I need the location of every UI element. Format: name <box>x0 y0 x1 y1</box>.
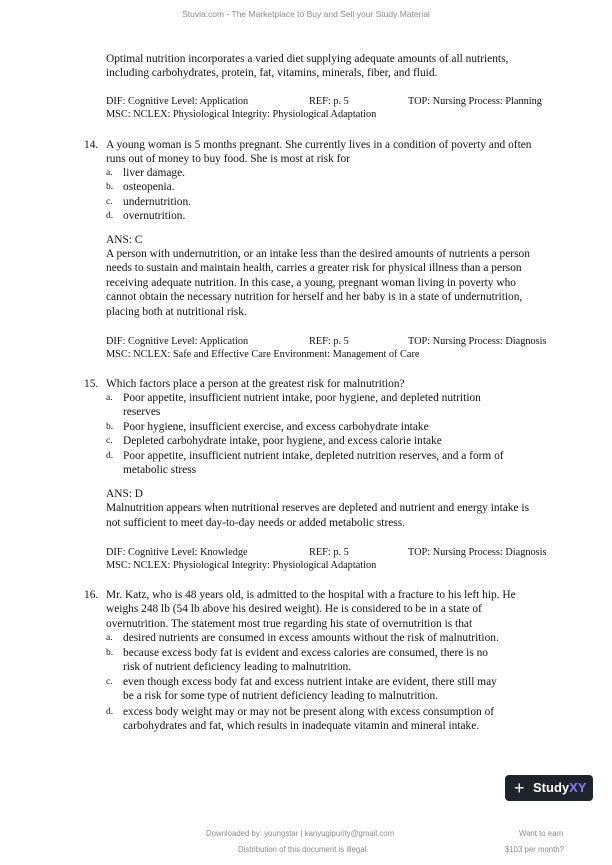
footer-per-month[interactable]: $103 per month? <box>505 845 564 854</box>
q14-meta-msc: MSC: NCLEX: Safe and Effective Care Environment: Management of Care <box>106 349 420 360</box>
q14-answer: ANS: C <box>106 234 143 246</box>
plus-icon: + <box>514 778 525 798</box>
q15-option-d-line-1: Poor appetite, insufficient nutrient intake, depleted nutrition reserves, and a form of <box>123 450 504 462</box>
q15-option-b-letter: b. <box>106 422 114 432</box>
q16-option-d-line-2: carbohydrates and fat, which results in inadequate vitamin and mineral intake. <box>123 720 480 732</box>
q14-stem-line-1: A young woman is 5 months pregnant. She currently lives in a condition of poverty and often <box>106 139 532 151</box>
footer-want-to-earn[interactable]: Want to earn <box>519 829 564 838</box>
q14-option-c-text: undernutrition. <box>123 196 192 208</box>
studyxy-logo-text: StudyXY <box>533 780 587 795</box>
q16-stem-line-3: overnutrition. The statement most true regarding his state of overnutrition is that <box>106 618 473 630</box>
q14-option-b-letter: b. <box>106 182 114 192</box>
q14-rationale-line-1: A person with undernutrition, or an intake less than the desired amounts of nutrients a person <box>106 248 530 260</box>
q16-option-d-line-1: excess body weight may or may not be present along with excess consumption of <box>123 706 495 718</box>
q14-option-a-letter: a. <box>106 168 113 178</box>
footer-distribution: Distribution of this document is illegal <box>238 845 367 854</box>
q15-option-c-text: Depleted carbohydrate intake, poor hygiene, and excess calorie intake <box>123 435 442 447</box>
q16-option-b-line-2: risk of nutrient deficiency leading to malnutrition. <box>123 661 352 673</box>
q16-option-c-line-1: even though excess body fat and excess nutrient intake are evident, there still may <box>123 676 497 688</box>
q15-rationale-line-1: Malnutrition appears when nutritional reserves are depleted and nutrient and energy intake is <box>106 502 529 514</box>
q16-stem-line-2: weighs 248 lb (54 lb above his desired weight). He is considered to be in a state of <box>106 603 482 615</box>
q14-option-d-text: overnutrition. <box>123 210 186 222</box>
q15-rationale-line-2: not sufficient to meet day-to-day needs or added metabolic stress. <box>106 517 406 529</box>
q14-rationale-line-5: placing both at nutritional risk. <box>106 306 247 318</box>
q14-meta-top: TOP: Nursing Process: Diagnosis <box>408 336 547 347</box>
intro-rationale-line-1: Optimal nutrition incorporates a varied diet supplying adequate amounts of all nutrients, <box>106 53 509 65</box>
intro-meta-msc: MSC: NCLEX: Physiological Integrity: Physiological Adaptation <box>106 109 377 120</box>
q14-meta-dif: DIF: Cognitive Level: Application <box>106 336 249 347</box>
q16-number: 16. <box>84 589 99 601</box>
q14-stem-line-2: runs out of money to buy food. She is most at risk for <box>106 153 350 165</box>
q15-option-a-line-1: Poor appetite, insufficient nutrient intake, poor hygiene, and depleted nutrition <box>123 392 481 404</box>
intro-meta-ref: REF: p. 5 <box>309 96 349 107</box>
q14-rationale-line-4: cannot obtain the necessary nutrition for herself and her baby is in a state of undernutrition, <box>106 291 523 303</box>
q14-option-b-text: osteopenia. <box>123 181 175 193</box>
q15-meta-ref: REF: p. 5 <box>309 547 349 558</box>
q15-meta-dif: DIF: Cognitive Level: Knowledge <box>106 547 248 558</box>
q15-meta-top: TOP: Nursing Process: Diagnosis <box>408 547 547 558</box>
q14-option-c-letter: c. <box>106 197 113 207</box>
q14-meta-ref: REF: p. 5 <box>309 336 349 347</box>
q15-option-b-text: Poor hygiene, insufficient exercise, and excess carbohydrate intake <box>123 421 429 433</box>
q16-stem-line-1: Mr. Katz, who is 48 years old, is admitted to the hospital with a fracture to his left hip. He <box>106 589 516 601</box>
q16-option-b-letter: b. <box>106 648 114 658</box>
q16-option-a-text: desired nutrients are consumed in excess amounts without the risk of malnutrition. <box>123 632 499 644</box>
intro-rationale-line-2: including carbohydrates, protein, fat, vitamins, minerals, fiber, and fluid. <box>106 67 438 79</box>
q15-number: 15. <box>84 378 99 390</box>
q16-option-c-letter: c. <box>106 677 113 687</box>
q16-option-a-letter: a. <box>106 633 113 643</box>
stuvia-banner: Stuvia.com - The Marketplace to Buy and Sell your Study Material <box>182 9 430 19</box>
q16-option-c-line-2: be a risk for some type of nutrient deficiency leading to malnutrition. <box>123 690 439 702</box>
q14-rationale-line-3: receiving adequate nutrition. In this case, a young, pregnant woman living in poverty who <box>106 277 516 289</box>
q14-rationale-line-2: needs to sustain and maintain health, carries a greater risk for physical illness than a person <box>106 262 522 274</box>
q15-option-a-letter: a. <box>106 393 113 403</box>
intro-meta-dif: DIF: Cognitive Level: Application <box>106 96 249 107</box>
q15-stem-line-1: Which factors place a person at the greatest risk for malnutrition? <box>106 378 405 390</box>
q15-option-d-line-2: metabolic stress <box>123 464 197 476</box>
footer-downloaded-by: Downloaded by: youngstar | kanyugipurity@gmail.com <box>206 829 395 838</box>
q15-option-c-letter: c. <box>106 436 113 446</box>
studyxy-badge[interactable] <box>505 775 593 801</box>
q14-number: 14. <box>84 139 99 151</box>
q15-meta-msc: MSC: NCLEX: Physiological Integrity: Physiological Adaptation <box>106 560 377 571</box>
q14-option-d-letter: d. <box>106 211 114 221</box>
q16-option-d-letter: d. <box>106 707 114 717</box>
intro-meta-top: TOP: Nursing Process: Planning <box>408 96 542 107</box>
q15-option-a-line-2: reserves <box>123 406 161 418</box>
q15-option-d-letter: d. <box>106 451 114 461</box>
q15-answer: ANS: D <box>106 488 144 500</box>
q16-option-b-line-1: because excess body fat is evident and excess calories are consumed, there is no <box>123 647 488 659</box>
q14-option-a-text: liver damage. <box>123 167 185 179</box>
